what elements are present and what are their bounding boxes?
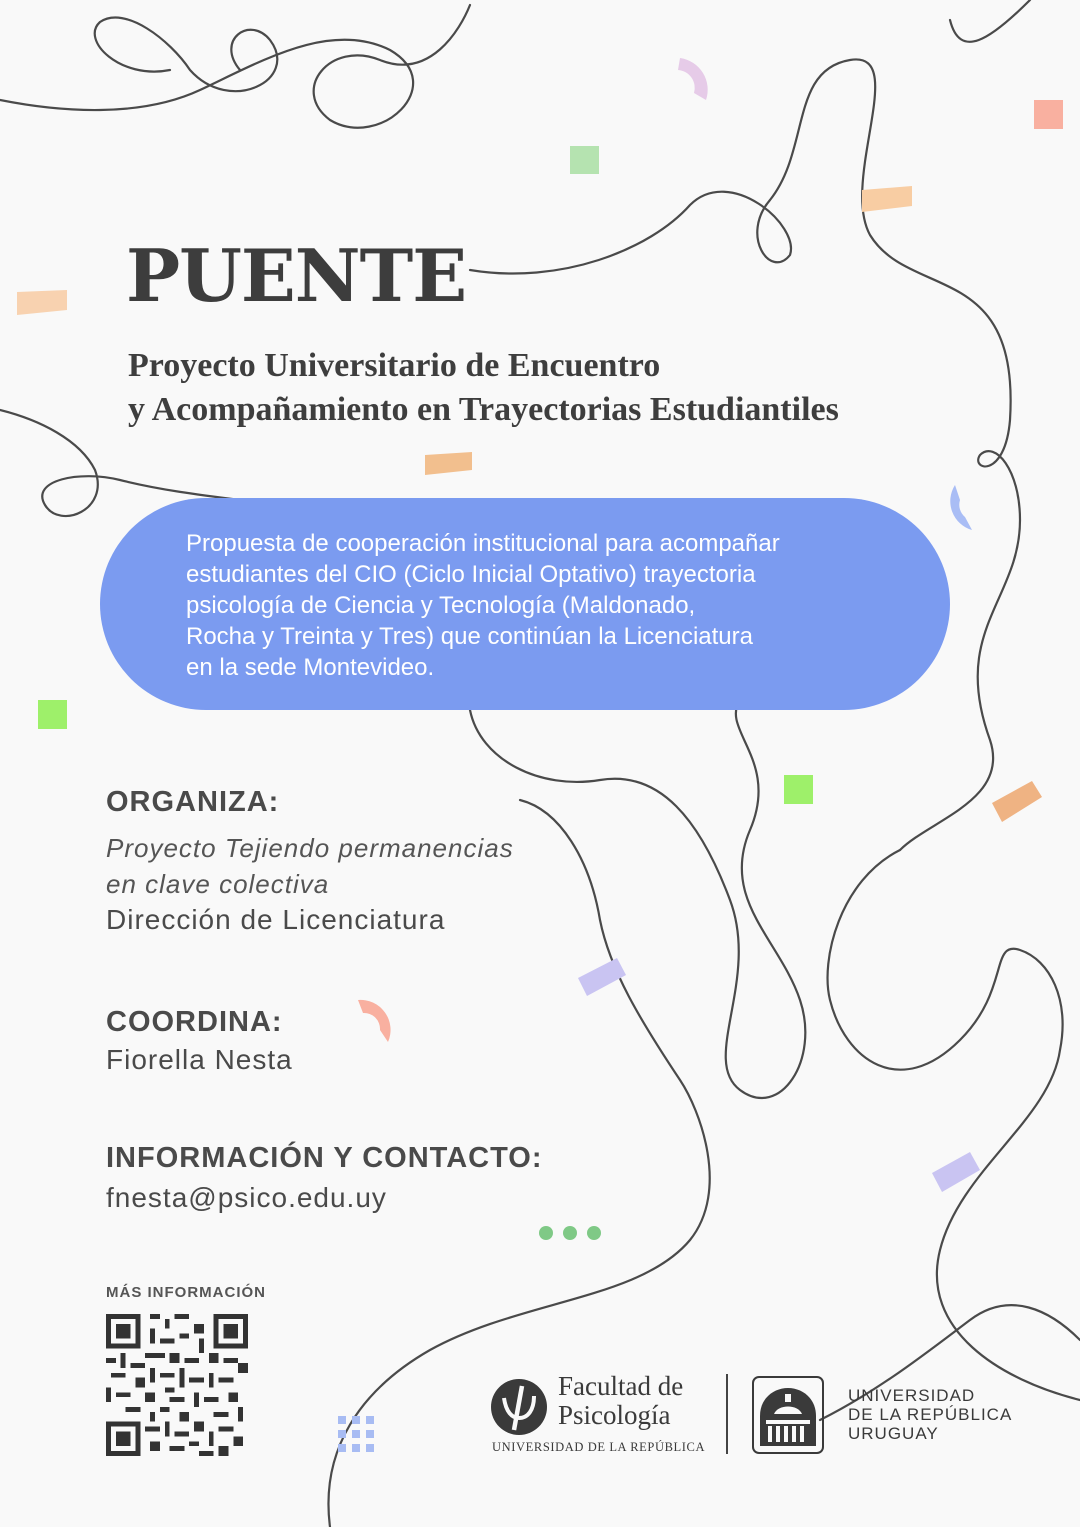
organiza-label: ORGANIZA: (106, 786, 280, 818)
confetti-orange-bar (425, 452, 472, 475)
udelar-line: DE LA REPÚBLICA (848, 1405, 1013, 1424)
confetti-lilac-arc (678, 58, 708, 100)
description-line: Propuesta de cooperación institucional para acompañar (186, 530, 780, 557)
contact-label: INFORMACIÓN Y CONTACTO: (106, 1142, 543, 1174)
confetti-orange-bar (862, 186, 912, 212)
confetti-green-square (570, 146, 599, 174)
university-seal-icon (752, 1376, 824, 1454)
organiza-project-line: en clave colectiva (106, 869, 330, 899)
squiggle-line-top-loop (95, 18, 278, 92)
organiza-project (106, 830, 514, 902)
contact-email[interactable]: fnesta@psico.edu.uy (106, 1182, 387, 1213)
facultad-name (558, 1372, 708, 1430)
description-text (186, 528, 906, 683)
confetti-blue-arc (950, 485, 972, 530)
psi-logo-icon (490, 1378, 548, 1436)
confetti-lilac-bar (578, 958, 626, 996)
three-green-dots (539, 1226, 601, 1240)
logo-divider (726, 1374, 728, 1454)
blue-dot-grid (338, 1416, 374, 1452)
udelar-line: UNIVERSIDAD (848, 1386, 976, 1405)
subtitle-line: y Acompañamiento en Trayectorias Estudiantiles (128, 391, 839, 428)
organiza-direction: Dirección de Licenciatura (106, 904, 446, 935)
confetti-orange-bar (17, 290, 67, 315)
confetti-pink-square (1034, 100, 1063, 129)
confetti-coral-arc (358, 1000, 391, 1042)
description-line: psicología de Ciencia y Tecnología (Maldonado, (186, 592, 696, 619)
squiggle-line-upper-right (470, 59, 1020, 850)
squiggle-line-right-loop (828, 850, 1080, 1400)
poster-subtitle (128, 344, 839, 432)
description-line: en la sede Montevideo. (186, 654, 435, 681)
qr-code-icon[interactable] (106, 1314, 248, 1456)
confetti-green-square (784, 775, 813, 804)
confetti-green-square (38, 700, 67, 729)
coordina-label: COORDINA: (106, 1006, 283, 1038)
organiza-project-line: Proyecto Tejiendo permanencias (106, 833, 514, 863)
poster-title: PUENTE (126, 233, 467, 318)
squiggle-line-mid-right (470, 700, 805, 1098)
facultad-name-line: Psicología (558, 1400, 671, 1430)
udelar-line: URUGUAY (848, 1424, 939, 1443)
subtitle-line: Proyecto Universitario de Encuentro (128, 347, 661, 384)
squiggle-line-far-right (950, 0, 1030, 42)
facultad-name-line: Facultad de (558, 1371, 684, 1401)
description-pill (100, 498, 950, 710)
udelar-name (848, 1386, 1012, 1443)
description-line: Rocha y Treinta y Tres) que continúan la Licenciatura (186, 623, 753, 650)
facultad-psicologia-logo (490, 1372, 710, 1462)
more-info-label: MÁS INFORMACIÓN (106, 1284, 266, 1301)
description-line: estudiantes del CIO (Ciclo Inicial Optativo) trayectoria (186, 561, 756, 588)
confetti-orange-bar (992, 781, 1042, 822)
facultad-university: UNIVERSIDAD DE LA REPÚBLICA (492, 1440, 706, 1454)
coordinator-name: Fiorella Nesta (106, 1044, 293, 1075)
squiggle-line-top (0, 5, 470, 128)
